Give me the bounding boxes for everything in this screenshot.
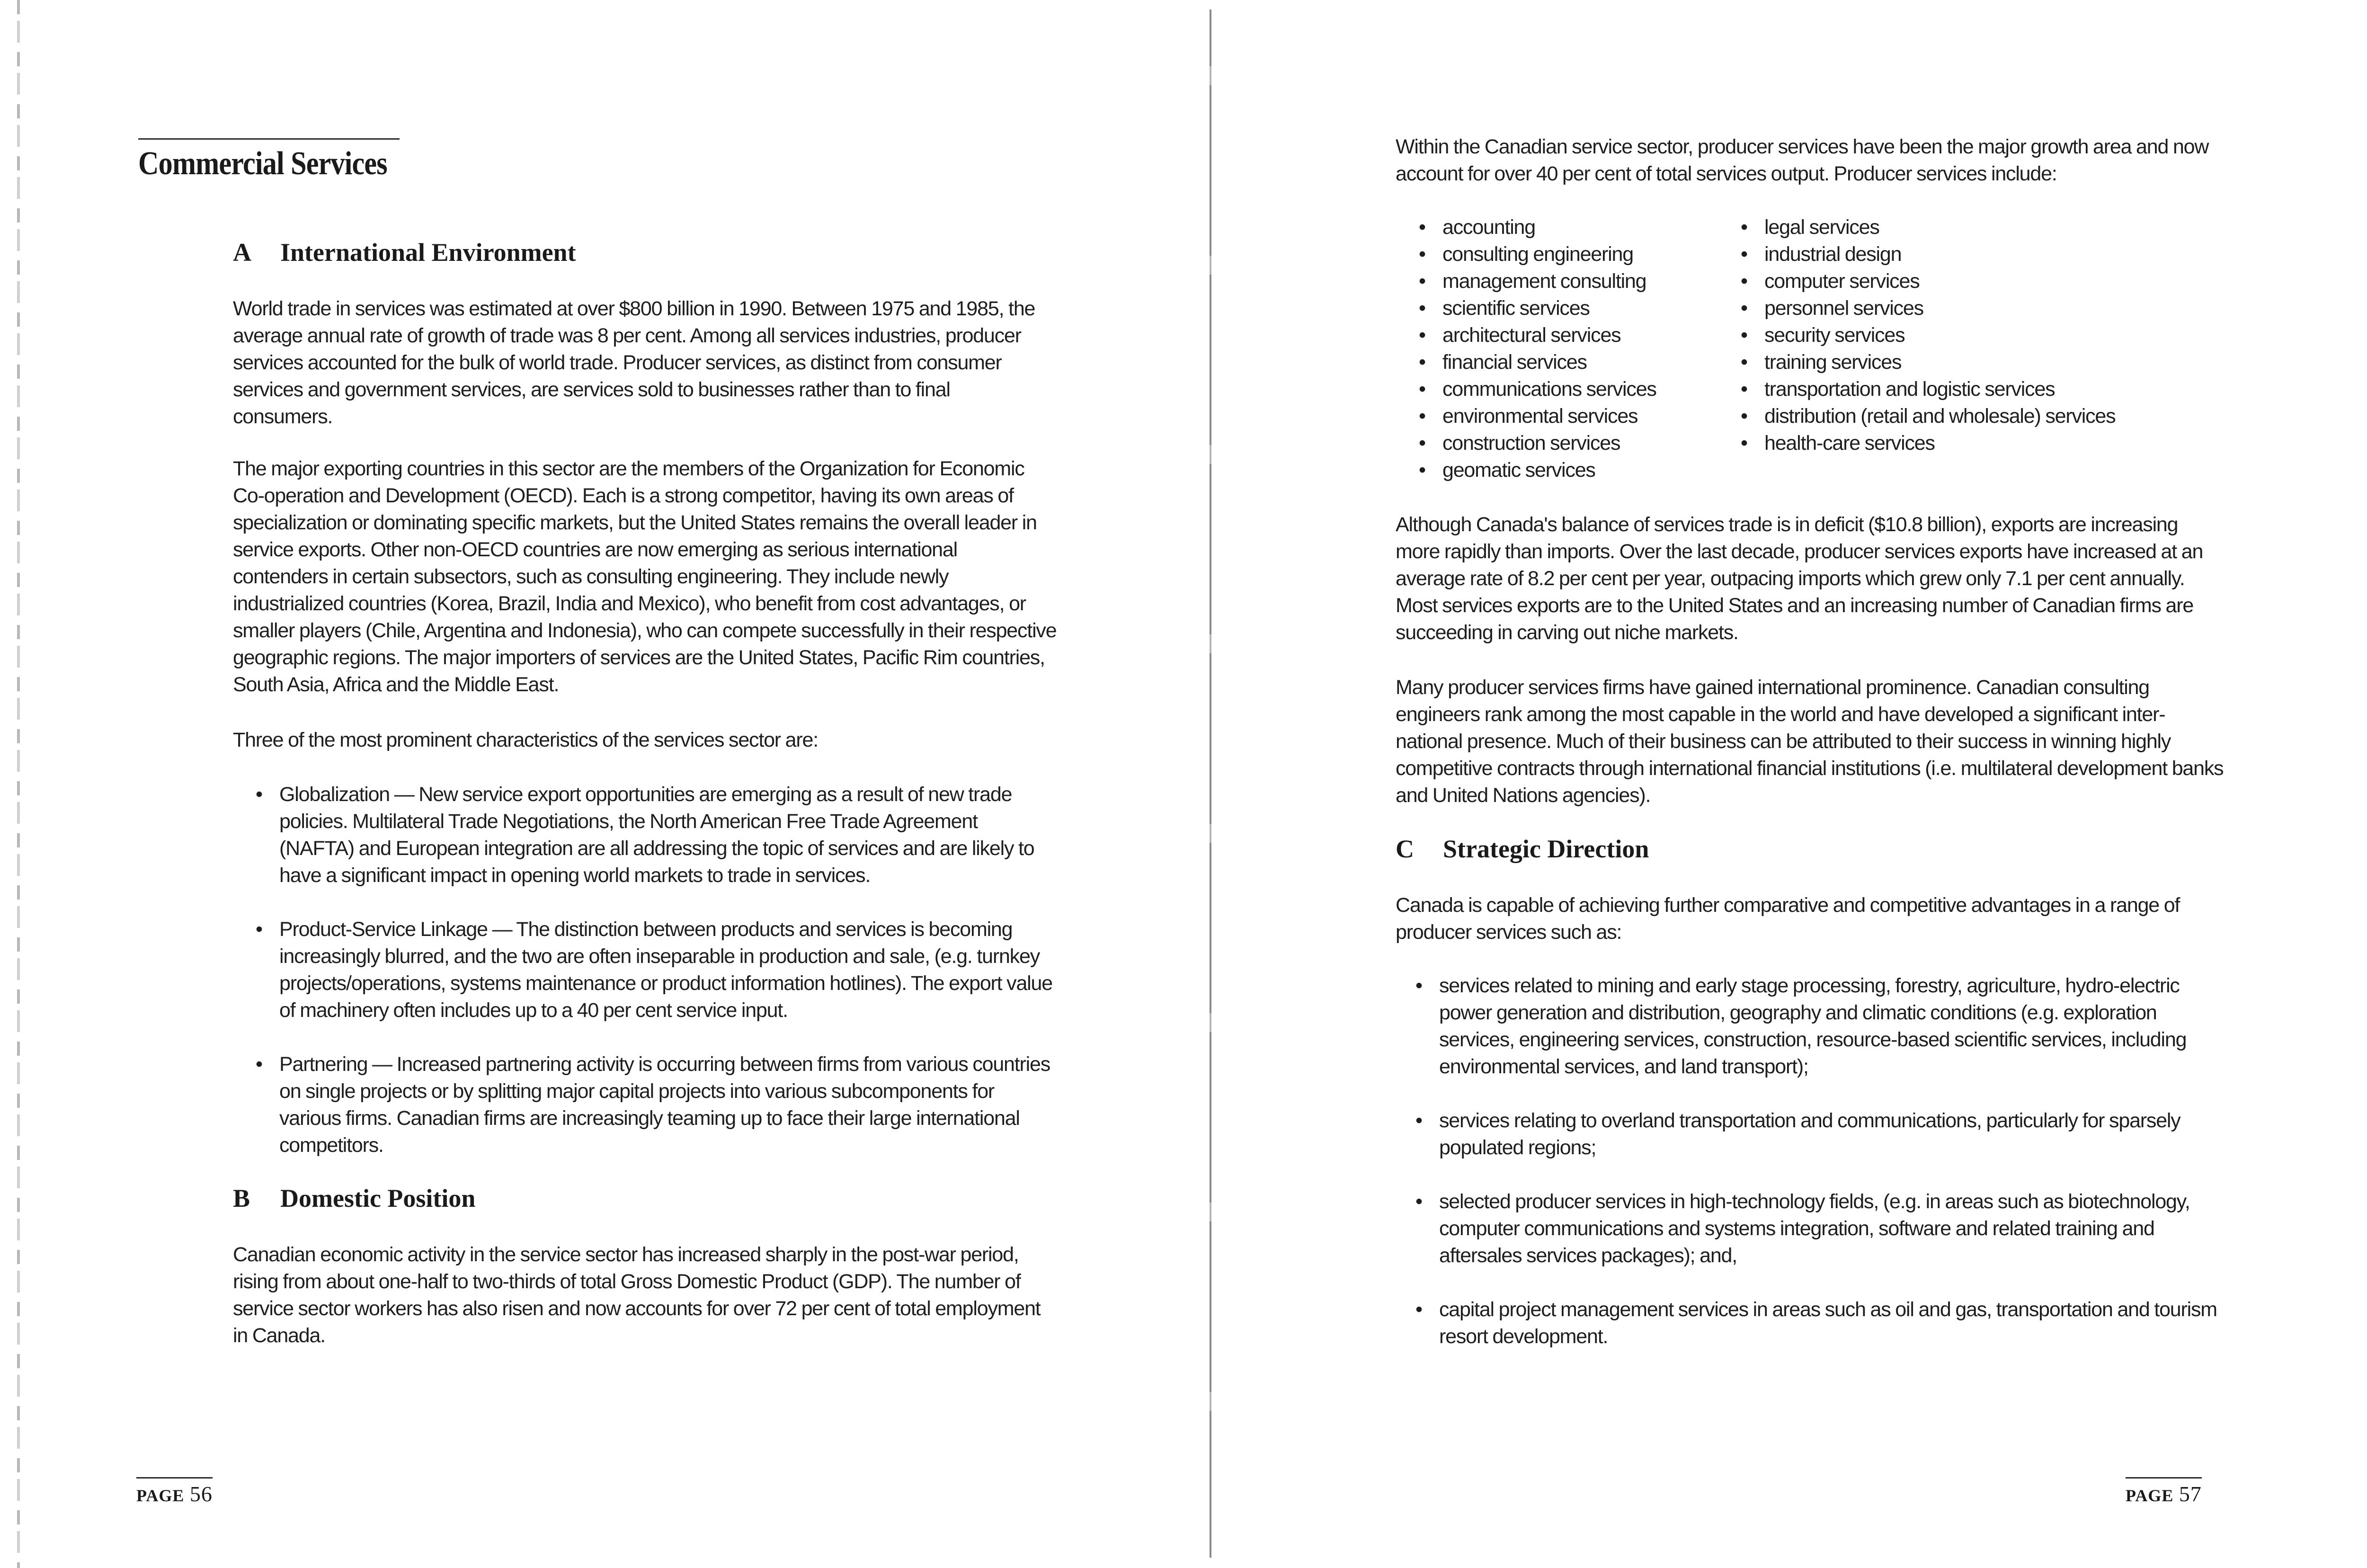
list-item: • environmental services — [1419, 403, 1722, 430]
list-item: • financial services — [1419, 349, 1722, 376]
paragraph-world-trade: World trade in services was estimated at over $800 billion in 1990. Between 1975 and 1985, the average annual rate of growth of trade was 8 per cent. Among all services industries, producer services accounted for the bulk of world trade. Producer services, as distinct from consumer services and government services, are services sold to businesses rather than to final consumers. — [233, 297, 1035, 428]
section-title: Commercial Services — [138, 145, 387, 182]
list-item: • selected producer services in high-technology fields, (e.g. in areas such as biotechnology, computer communications and systems integration, software and related training and aftersales services packages); and, — [1415, 1188, 2220, 1269]
list-item: • industrial design — [1741, 241, 2195, 268]
list-item: • consulting engineering — [1419, 241, 1722, 268]
list-item: • construction services — [1419, 430, 1722, 457]
list-item: • training services — [1741, 349, 2195, 376]
subhead-title: Strategic Direction — [1443, 835, 1649, 863]
characteristics-list — [256, 781, 1056, 1159]
section-title-rule — [138, 138, 400, 140]
list-item: • communications services — [1419, 376, 1722, 403]
list-item: • services relating to overland transportation and communications, particularly for sparsely populated regions; — [1415, 1107, 2220, 1161]
paragraph-balance-of-trade: Although Canada's balance of services trade is in deficit ($10.8 billion), exports are increasing more rapidly than imports. Over the last decade, producer services exports have increased at an average rate of 8.2 per cent per year, outpacing imports which grew only 7.1 per cent annually. Most services exports are to the United States and an increasing number of Canadian firms are succeeding in carving out niche markets. — [1396, 513, 2203, 644]
list-item: • management consulting — [1419, 268, 1722, 295]
right-page — [1202, 0, 2367, 1568]
subhead-letter: B — [233, 1184, 250, 1212]
list-item: • capital project management services in areas such as oil and gas, transportation and tourism resort development. — [1415, 1296, 2220, 1350]
list-item: • distribution (retail and wholesale) services — [1741, 403, 2195, 430]
list-item: • legal services — [1741, 214, 2195, 241]
subhead-title: International Environment — [280, 238, 576, 267]
paragraph-domestic-position: Canadian economic activity in the service sector has increased sharply in the post-war period, rising from about one-half to two-thirds of total Gross Domestic Product (GDP). The number of service sector workers has also risen and now accounts for over 72 per cent of total employment in Canada. — [233, 1243, 1041, 1347]
paragraph-international-prominence: Many producer services firms have gained international prominence. Canadian consulting engineers rank among the most capable in the world and have developed a significant inter-national presence. Much of their business can be attributed to their success in winning highly competitive contracts through international financial institutions (i.e. multilateral development banks and United Nations agencies). — [1396, 676, 2224, 807]
list-item: • services related to mining and early stage processing, forestry, agriculture, hydro-electric power generation and distribution, geography and climatic conditions (e.g. exploration services, engineering services, construction, resource-based scientific services, including environmental services, and land transport); — [1415, 972, 2220, 1080]
page-number-right — [2126, 1477, 2202, 1506]
subhead-domestic-position — [233, 1184, 475, 1213]
list-item: • Globalization — New service export opportunities are emerging as a result of new trade policies. Multilateral Trade Negotiations, the North American Free Trade Agreement (NAFTA) and European integration are all addressing the topic of services and are likely to have a significant impact in opening world markets to trade in services. — [256, 781, 1056, 889]
subhead-letter: A — [233, 238, 251, 267]
list-item: • personnel services — [1741, 295, 2195, 322]
paragraph-strategic-intro: Canada is capable of achieving further comparative and competitive advantages in a range of producer services such as: — [1396, 894, 2180, 944]
paragraph-producer-services-intro: Within the Canadian service sector, producer services have been the major growth area and now account for over 40 per cent of total services output. Producer services include: — [1396, 135, 2209, 185]
subhead-letter: C — [1396, 835, 1414, 863]
list-item: • computer services — [1741, 268, 2195, 295]
page-label: PAGE — [2126, 1486, 2174, 1505]
page-number-value: 57 — [2179, 1482, 2202, 1506]
strategic-direction-list — [1415, 972, 2220, 1350]
list-item: • geomatic services — [1419, 457, 1722, 484]
page-label: PAGE — [136, 1486, 185, 1505]
list-item: • architectural services — [1419, 322, 1722, 349]
paragraph-characteristics-intro: Three of the most prominent characteristics of the services sector are: — [233, 729, 818, 751]
subhead-strategic-direction — [1396, 834, 1649, 864]
list-item: • transportation and logistic services — [1741, 376, 2195, 403]
list-item: • health-care services — [1741, 430, 2195, 457]
list-item: • accounting — [1419, 214, 1722, 241]
page-number-left — [136, 1477, 213, 1506]
paragraph-major-exporters: The major exporting countries in this sector are the members of the Organization for Economic Co-operation and Development (OECD). Each is a strong competitor, having its own areas of specialization or dominating specific markets, but the United States remains the overall leader in service exports. Other non-OECD countries are now emerging as serious international contenders in certain subsectors, such as consulting engineering. They include newly industrialized countries (Korea, Brazil, India and Mexico), who benefit from cost advantages, or smaller players (Chile, Argentina and Indonesia), who can compete successfully in their respective geographic regions. The major importers of services are the United States, Pacific Rim countries, South Asia, Africa and the Middle East. — [233, 457, 1057, 696]
subhead-title: Domestic Position — [280, 1184, 476, 1212]
list-item: • Partnering — Increased partnering activity is occurring between firms from various countries on single projects or by splitting major capital projects into various subcomponents for various firms. Canadian firms are increasingly teaming up to face their large international competitors. — [256, 1051, 1056, 1159]
list-item: • scientific services — [1419, 295, 1722, 322]
page-number-value: 56 — [189, 1482, 213, 1506]
list-item: • Product-Service Linkage — The distinction between products and services is becoming increasingly blurred, and the two are often inseparable in production and sale, (e.g. turnkey projects/operations, systems maintenance or product information hotlines). The export value of machinery often includes up to a 40 per cent service input. — [256, 916, 1056, 1024]
subhead-international-environment — [233, 238, 576, 267]
producer-services-list-col2 — [1741, 214, 2195, 457]
producer-services-list-col1 — [1419, 214, 1722, 484]
list-item: • security services — [1741, 322, 2195, 349]
